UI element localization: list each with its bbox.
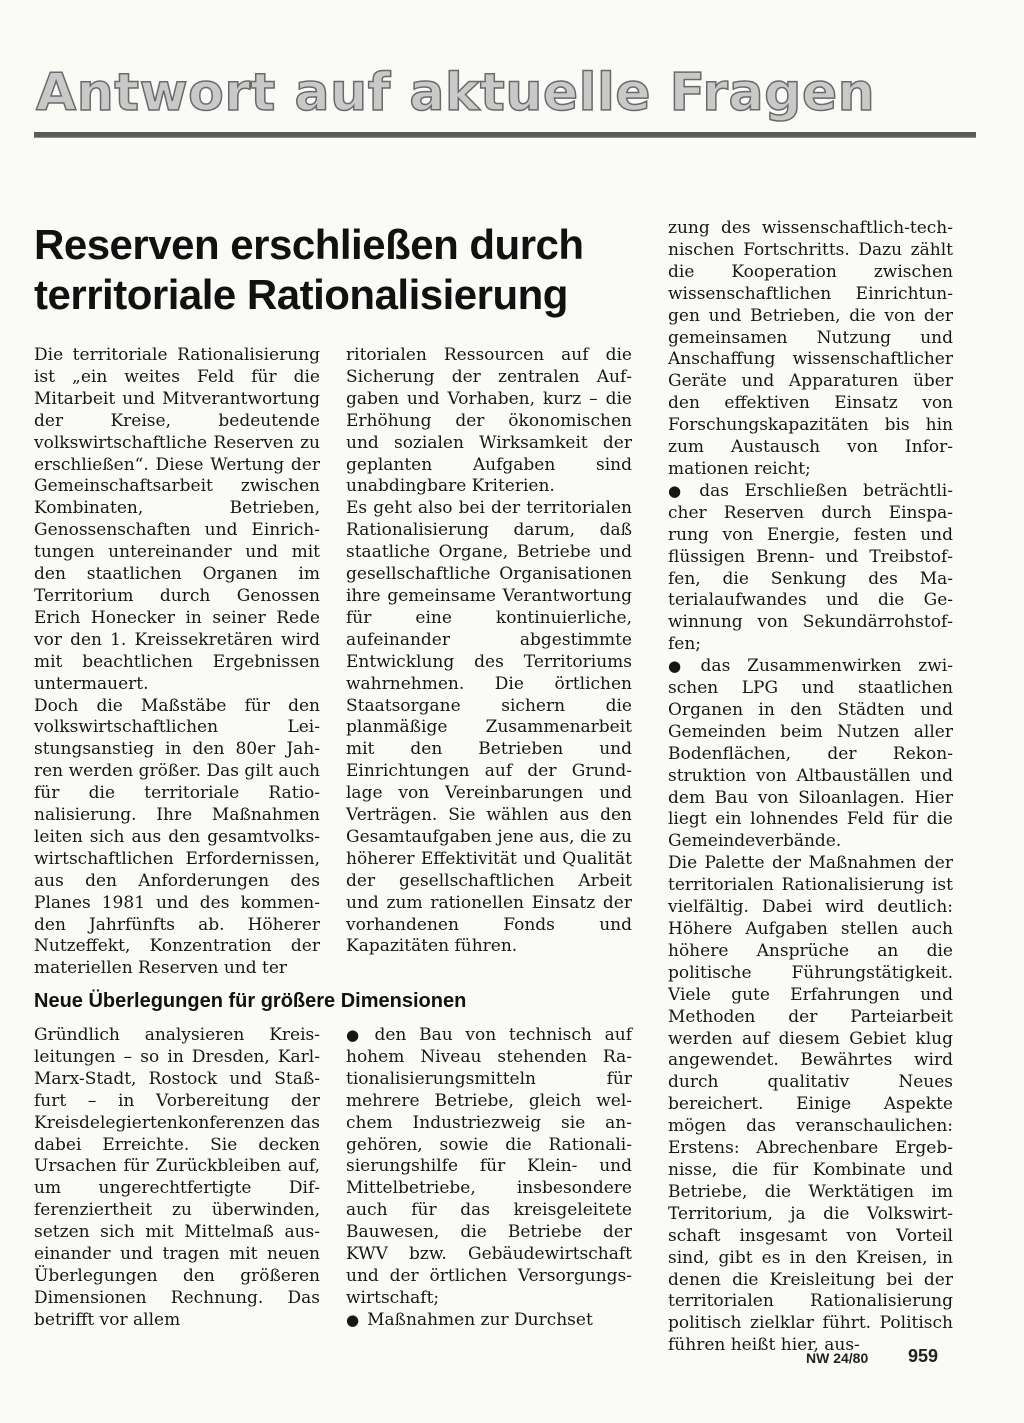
section-subheading: Neue Überlegungen für größere Dimensionen	[34, 990, 467, 1012]
banner-rule	[34, 132, 976, 138]
text-column-3	[668, 218, 953, 1357]
bullet-item: ● das Erschließen beträchtlicher Reserven durch Einsparung von Energie, festen und flüssigen Brenn- und Treibstoffen, die Senkung des Materialaufwandes und die Gewinnung von Sekundärrohstoffen;	[668, 481, 953, 656]
paragraph: Es geht also bei der territorialen Rationalisierung darum, daß staatliche Organe, Betriebe und gesellschaftliche Organisationen ihre gemeinsame Verantwortung für eine kontinuierliche, aufeinander abgestimmte Entwicklung des Territoriums wahrnehmen. Die örtlichen Staatsorgane sichern die planmäßige Zusammenarbeit mit den Betrieben und Einrichtungen auf der Grundlage von Vereinbarungen und Verträgen. Sie wählen aus den Gesamtaufgaben jene aus, die zu höherer Effektivität und Qualität der gesellschaftlichen Arbeit und zum rationellen Einsatz der vorhandenen Fonds und Kapazitäten führen.	[346, 498, 632, 957]
issue-label: NW 24/80	[806, 1350, 869, 1366]
paragraph: Doch die Maßstäbe für den volkswirtschaftlichen Leistungsanstieg in den 80er Jahren werden größer. Das gilt auch für die territoriale Rationalisierung. Ihre Maßnahmen leiten sich aus den gesamtvolkswirtschaftlichen Erfordernissen, aus den Anforderungen des Planes 1981 und des kommenden Jahrfünfts ab. Höherer Nutzeffekt, Konzentration der materiellen Reserven und ter	[34, 695, 320, 979]
paragraph: Die Palette der Maßnahmen der territorialen Rationalisierung ist vielfältig. Dabei wird deutlich: Höhere Aufgaben stellen auch höhere Ansprüche an die politische Führungstätigkeit. Viele gute Erfahrungen und Methoden der Parteiarbeit werden auf diesem Gebiet klug angewendet. Bewährtes wird durch qualitativ Neues bereichert. Einige Aspekte mögen das veranschaulichen: Erstens: Abrechenbare Ergebnisse, die für Kombinate und Betriebe, die Werktätigen im Territorium, ja die Volkswirtschaft insgesamt von Vorteil sind, gibt es in den Kreisen, in denen die Kreisleitung bei der territorialen Rationalisierung politisch zielklar führt. Politisch führen heißt hier, aus-	[668, 853, 953, 1356]
article-headline: Reserven erschließen durch territoriale Rationalisierung	[34, 221, 584, 318]
section-banner: Antwort auf aktuelle Fragen	[36, 63, 876, 123]
text-column-2	[346, 345, 632, 958]
paragraph: Die territoriale Rationalisierung ist „ein weites Feld für die Mitarbeit und Mitverantwortung der Kreise, bedeutende volkswirtschaftliche Reserven zu erschließen“. Diese Wertung der Gemeinschaftsarbeit zwischen Kombinaten, Betrieben, Genossenschaften und Einrichtungen untereinander und mit den staatlichen Organen im Territorium durch Genossen Erich Honecker in seiner Rede vor den 1. Kreissekretären wird mit beachtlichen Ergebnissen untermauert.	[34, 345, 320, 694]
paragraph: ritorialen Ressourcen auf die Sicherung der zentralen Aufgaben und Vorhaben, kurz – die Erhöhung der ökonomischen und sozialen Wirksamkeit der geplanten Aufgaben sind unabdingbare Kriterien.	[346, 345, 632, 497]
bullet-item: ● den Bau von technisch auf hohem Niveau stehenden Rationalisierungsmitteln für mehrere Betriebe, gleich welchem Industriezweig sie angehören, sowie die Rationalisierungshilfe für Klein- und Mittelbetriebe, insbesondere auch für das kreisgeleitete Bauwesen, die Betriebe der KWV bzw. Gebäudewirtschaft und der örtlichen Versorgungswirtschaft;	[346, 1025, 632, 1310]
paragraph: Gründlich analysieren Kreisleitungen – so in Dresden, Karl-Marx-Stadt, Rostock und Staßfurt – in Vorbereitung der Kreisdelegiertenkonferenzen das dabei Erreichte. Sie decken Ursachen für Zurückbleiben auf, um ungerechtfertigte Differenziertheit zu überwinden, setzen sich mit Mittelmaß auseinander und tragen mit neuen Überlegungen den größeren Dimensionen Rechnung. Das betrifft vor allem	[34, 1025, 320, 1330]
text-column-2-lower	[346, 1025, 632, 1332]
bullet-item: ● Maßnahmen zur Durchset	[346, 1310, 632, 1332]
page-number: 959	[908, 1346, 939, 1366]
paragraph: zung des wissenschaftlich-technischen Fortschritts. Dazu zählt die Kooperation zwischen wissenschaftlichen Einrichtungen und Betrieben, die von der gemeinsamen Nutzung und Anschaffung wissenschaftlicher Geräte und Apparaturen über den effektiven Einsatz von Forschungskapazitäten bis hin zum Austausch von Informationen reicht;	[668, 218, 953, 479]
bullet-item: ● das Zusammenwirken zwischen LPG und staatlichen Organen in den Städten und Gemeinden beim Nutzen aller Bodenflächen, der Rekonstruktion von Altbauställen und dem Bau von Siloanlagen. Hier liegt ein lohnendes Feld für die Gemeindeverbände.	[668, 656, 953, 853]
text-column-1	[34, 345, 320, 980]
text-column-1-lower	[34, 1025, 320, 1332]
